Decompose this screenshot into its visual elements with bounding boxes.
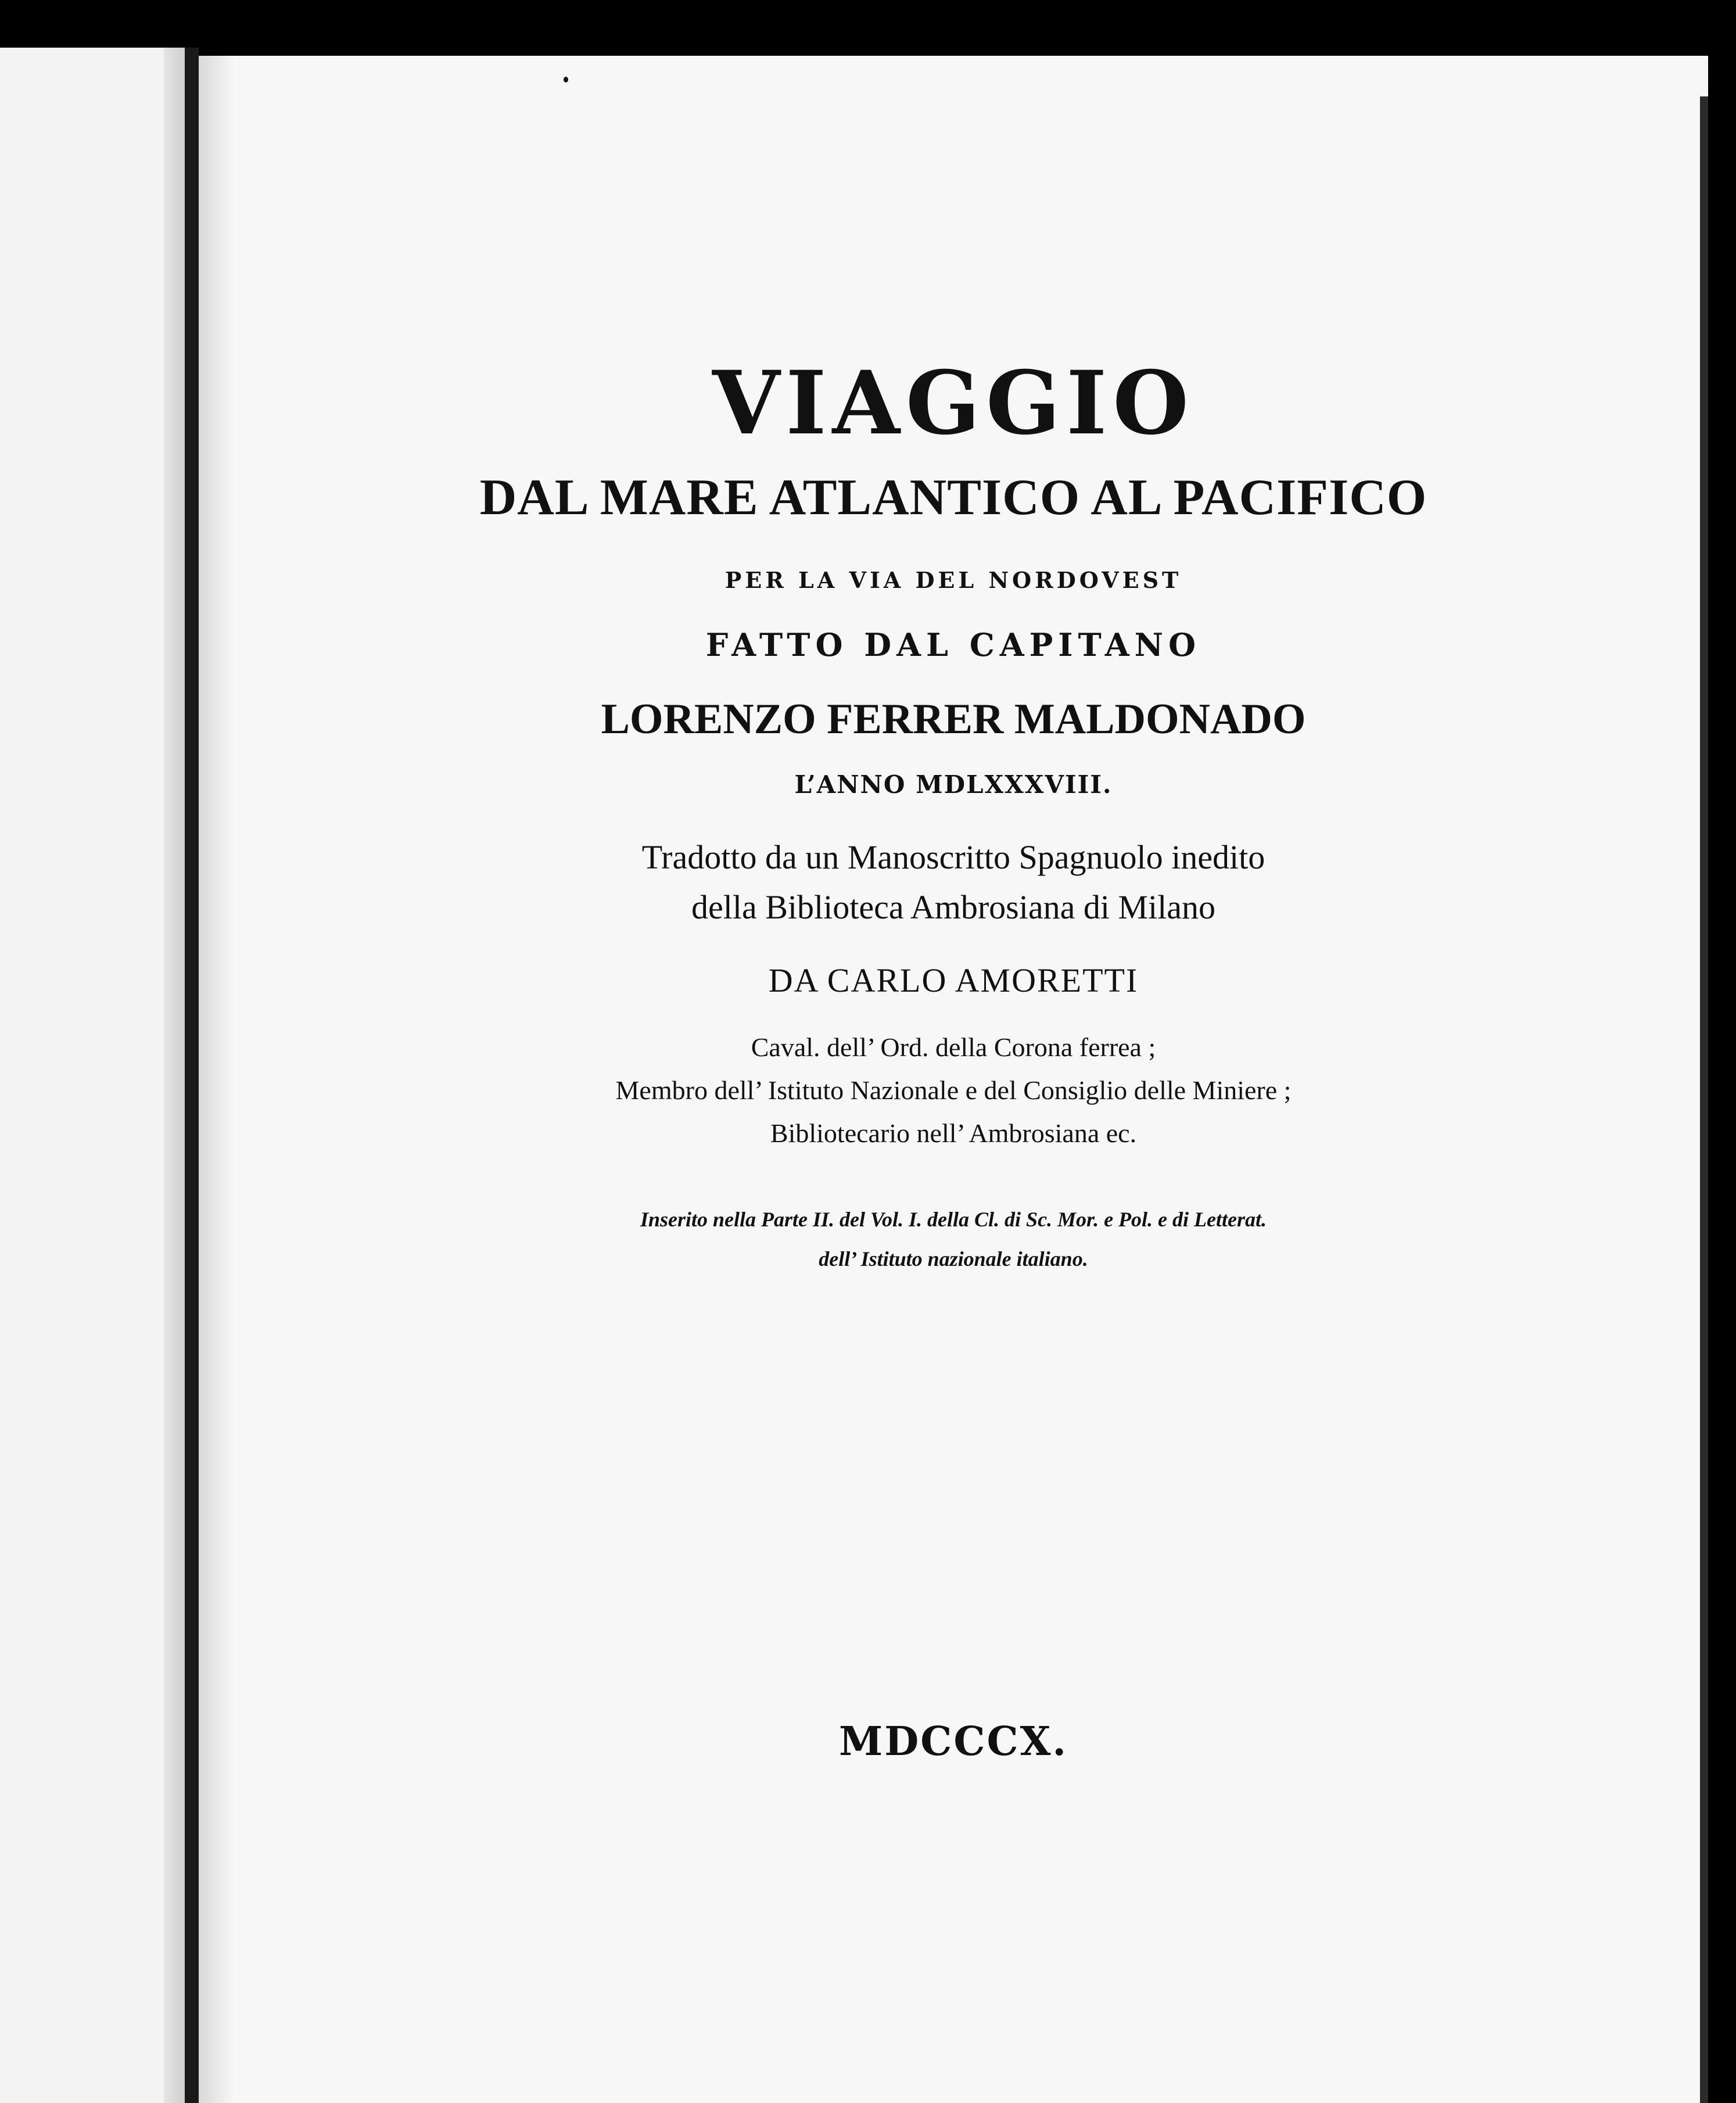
credential-line-1: Caval. dell’ Ord. della Corona ferrea ; xyxy=(751,1032,1156,1062)
captain-name: LORENZO FERRER MALDONADO xyxy=(601,695,1306,743)
translation-line-1: Tradotto da un Manoscritto Spagnuolo inedito xyxy=(641,838,1265,876)
translator-name: DA CARLO AMORETTI xyxy=(768,961,1139,999)
voyage-year: L’ANNO MDLXXXVIII. xyxy=(794,770,1113,799)
book-gutter xyxy=(185,48,199,2103)
note-line-2: dell’ Istituto nazionale italiano. xyxy=(819,1247,1088,1271)
made-by-line: FATTO DAL CAPITANO xyxy=(705,626,1201,663)
facing-page xyxy=(0,48,185,2103)
ink-speck xyxy=(564,77,568,82)
credential-line-3: Bibliotecario nell’ Ambrosiana ec. xyxy=(770,1118,1137,1148)
title-page xyxy=(199,56,1708,2103)
book-title: VIAGGIO xyxy=(712,352,1195,454)
facing-page-shadow xyxy=(164,48,185,2103)
credential-line-2: Membro dell’ Istituto Nazionale e del Consiglio delle Miniere ; xyxy=(615,1075,1292,1105)
route-line: PER LA VIA DEL NORDOVEST xyxy=(724,567,1182,593)
book-subtitle: DAL MARE ATLANTICO AL PACIFICO xyxy=(479,469,1427,526)
publication-year: MDCCCX. xyxy=(838,1718,1068,1765)
note-line-1: Inserito nella Parte II. del Vol. I. della Cl. di Sc. Mor. e Pol. e di Letterat. xyxy=(640,1208,1267,1231)
translation-line-2: della Biblioteca Ambrosiana di Milano xyxy=(691,888,1216,926)
